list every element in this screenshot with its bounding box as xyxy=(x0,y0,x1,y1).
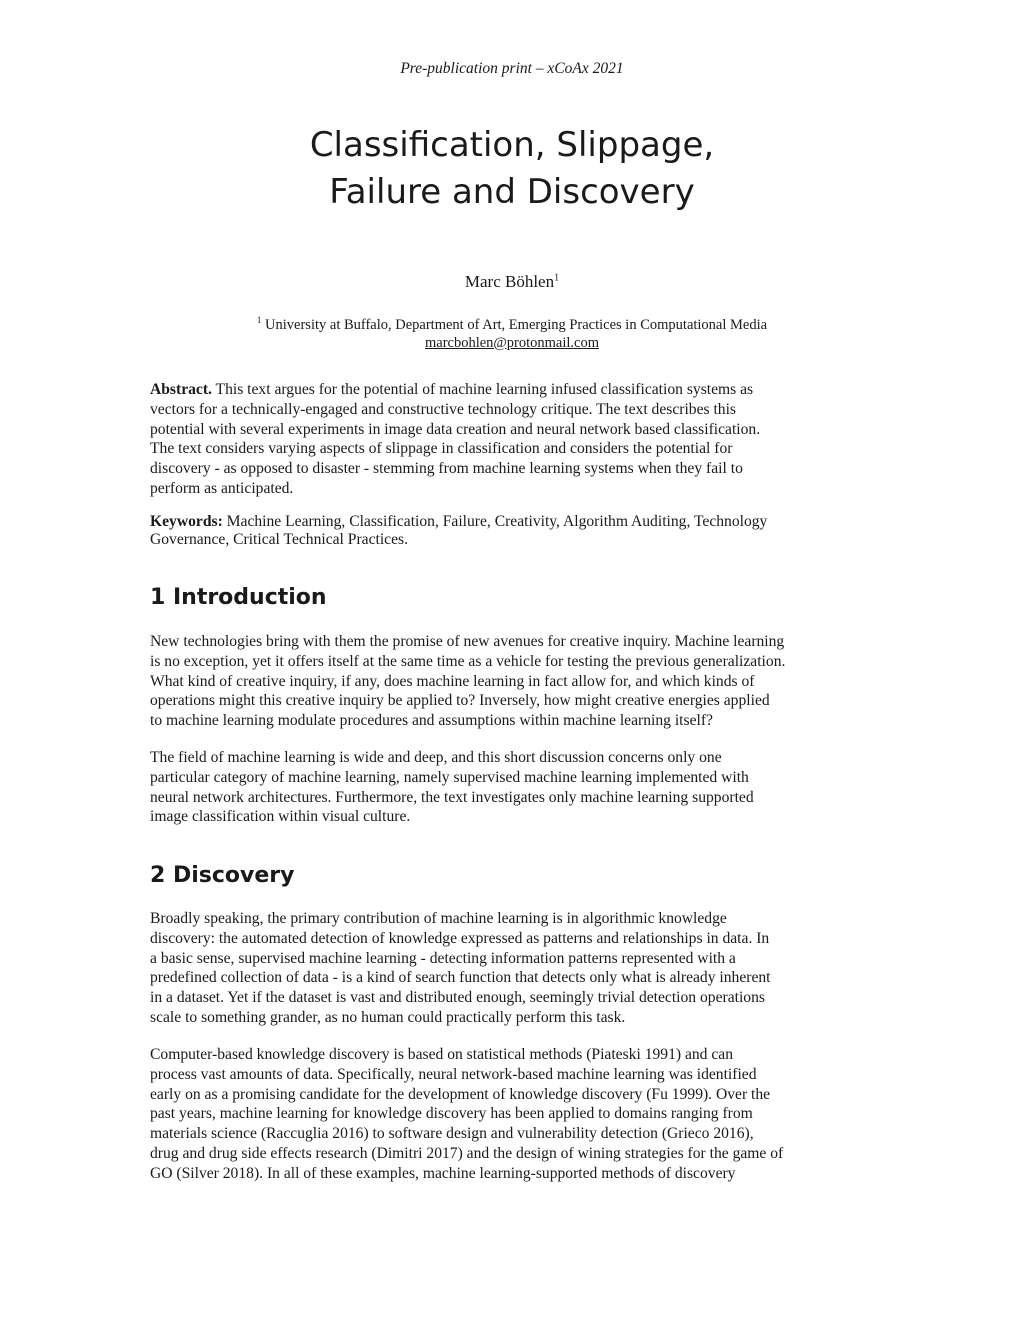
paragraph xyxy=(150,1045,878,1184)
paragraph-line: to machine learning modulate procedures and assumptions within machine learning itself? xyxy=(150,712,713,730)
paragraph-line: New technologies bring with them the promise of new avenues for creative inquiry. Machine learning xyxy=(150,633,785,650)
abstract-line xyxy=(150,380,878,400)
paragraph xyxy=(150,632,878,731)
header-note: Pre-publication print – xCoAx 2021 xyxy=(400,60,624,77)
paragraph-line: The field of machine learning is wide and deep, and this short discussion concerns only one xyxy=(150,749,722,766)
paragraph-line: discovery: the automated detection of knowledge expressed as patterns and relationships in data. In xyxy=(150,929,770,947)
author-superscript: 1 xyxy=(554,272,560,284)
paragraph-line: Broadly speaking, the primary contribution of machine learning is in algorithmic knowledge xyxy=(150,910,727,927)
paragraph-line: a basic sense, supervised machine learning - detecting information patterns represented with a xyxy=(150,949,736,967)
author xyxy=(0,272,1024,292)
paragraph-line: process vast amounts of data. Specifically, neural network-based machine learning was identified xyxy=(150,1065,757,1083)
paragraph-line: neural network architectures. Furthermore, the text investigates only machine learning supported xyxy=(150,788,754,806)
keywords xyxy=(150,513,878,548)
abstract-line-text: This text argues for the potential of machine learning infused classification systems as xyxy=(211,381,754,398)
abstract-line: The text considers varying aspects of slippage in classification and considers the potential for xyxy=(150,440,733,458)
affiliation-text: University at Buffalo, Department of Art, Emerging Practices in Computational Media xyxy=(265,316,768,333)
keywords-line-text: Machine Learning, Classification, Failure, Creativity, Algorithm Auditing, Technology xyxy=(222,513,768,530)
affiliation-superscript: 1 xyxy=(256,315,262,325)
title-line-1: Classification, Slippage, xyxy=(309,125,715,165)
paragraph-line: Computer-based knowledge discovery is based on statistical methods (Piateski 1991) and can xyxy=(150,1046,734,1063)
paragraph xyxy=(150,748,878,827)
author-name: Marc Böhlen xyxy=(464,272,555,291)
paragraph-line: operations might this creative inquiry be applied to? Inversely, how might creative energies applied xyxy=(150,692,770,710)
paragraph-line: GO (Silver 2018). In all of these examples, machine learning-supported methods of discovery xyxy=(150,1164,736,1182)
author-email-link[interactable]: marcbohlen@protonmail.com xyxy=(424,334,599,351)
keywords-line xyxy=(150,513,878,531)
paragraph-line: early on as a promising candidate for the development of knowledge discovery (Fu 1999). Over the xyxy=(150,1085,771,1103)
paragraph-line: drug and drug side effects research (Dimitri 2017) and the design of wining strategies for the game of xyxy=(150,1144,784,1162)
paragraph-line: predefined collection of data - is a kind of search function that detects only what is already inherent xyxy=(150,969,771,987)
affiliation xyxy=(0,311,1024,352)
paragraph-line: scale to something grander, as no human could practically perform this task. xyxy=(150,1008,626,1026)
paragraph-line: materials science (Raccuglia 2016) to software design and vulnerability detection (Grieco 2016), xyxy=(150,1125,754,1143)
abstract xyxy=(150,380,878,499)
abstract-line: vectors for a technically-engaged and constructive technology critique. The text describes this xyxy=(150,400,736,418)
abstract-line: perform as anticipated. xyxy=(150,479,294,497)
abstract-label: Abstract. xyxy=(150,381,212,398)
paragraph-line: past years, machine learning for knowledge discovery has been applied to domains ranging from xyxy=(150,1105,753,1123)
title-line-2: Failure and Discovery xyxy=(329,172,695,212)
section-heading-introduction: 1 Introduction xyxy=(150,585,327,610)
section-heading-discovery: 2 Discovery xyxy=(150,863,295,888)
paragraph-line: image classification within visual culture. xyxy=(150,808,411,826)
paragraph-line: What kind of creative inquiry, if any, does machine learning in fact allow for, and which kinds of xyxy=(150,672,755,690)
abstract-line: discovery - as opposed to disaster - stemming from machine learning systems when they fail to xyxy=(150,460,743,478)
abstract-line: potential with several experiments in image data creation and neural network based classification. xyxy=(150,420,761,438)
paragraph-line: particular category of machine learning, namely supervised machine learning implemented with xyxy=(150,768,749,786)
paragraph-line: is no exception, yet it offers itself at the same time as a vehicle for testing the previous generalization. xyxy=(150,652,786,670)
paper-title xyxy=(0,122,1024,216)
paragraph xyxy=(150,909,878,1028)
keywords-label: Keywords: xyxy=(150,513,223,530)
keywords-line: Governance, Critical Technical Practices. xyxy=(150,530,408,548)
paragraph-line: in a dataset. Yet if the dataset is vast and distributed enough, seemingly trivial detection operations xyxy=(150,989,765,1007)
